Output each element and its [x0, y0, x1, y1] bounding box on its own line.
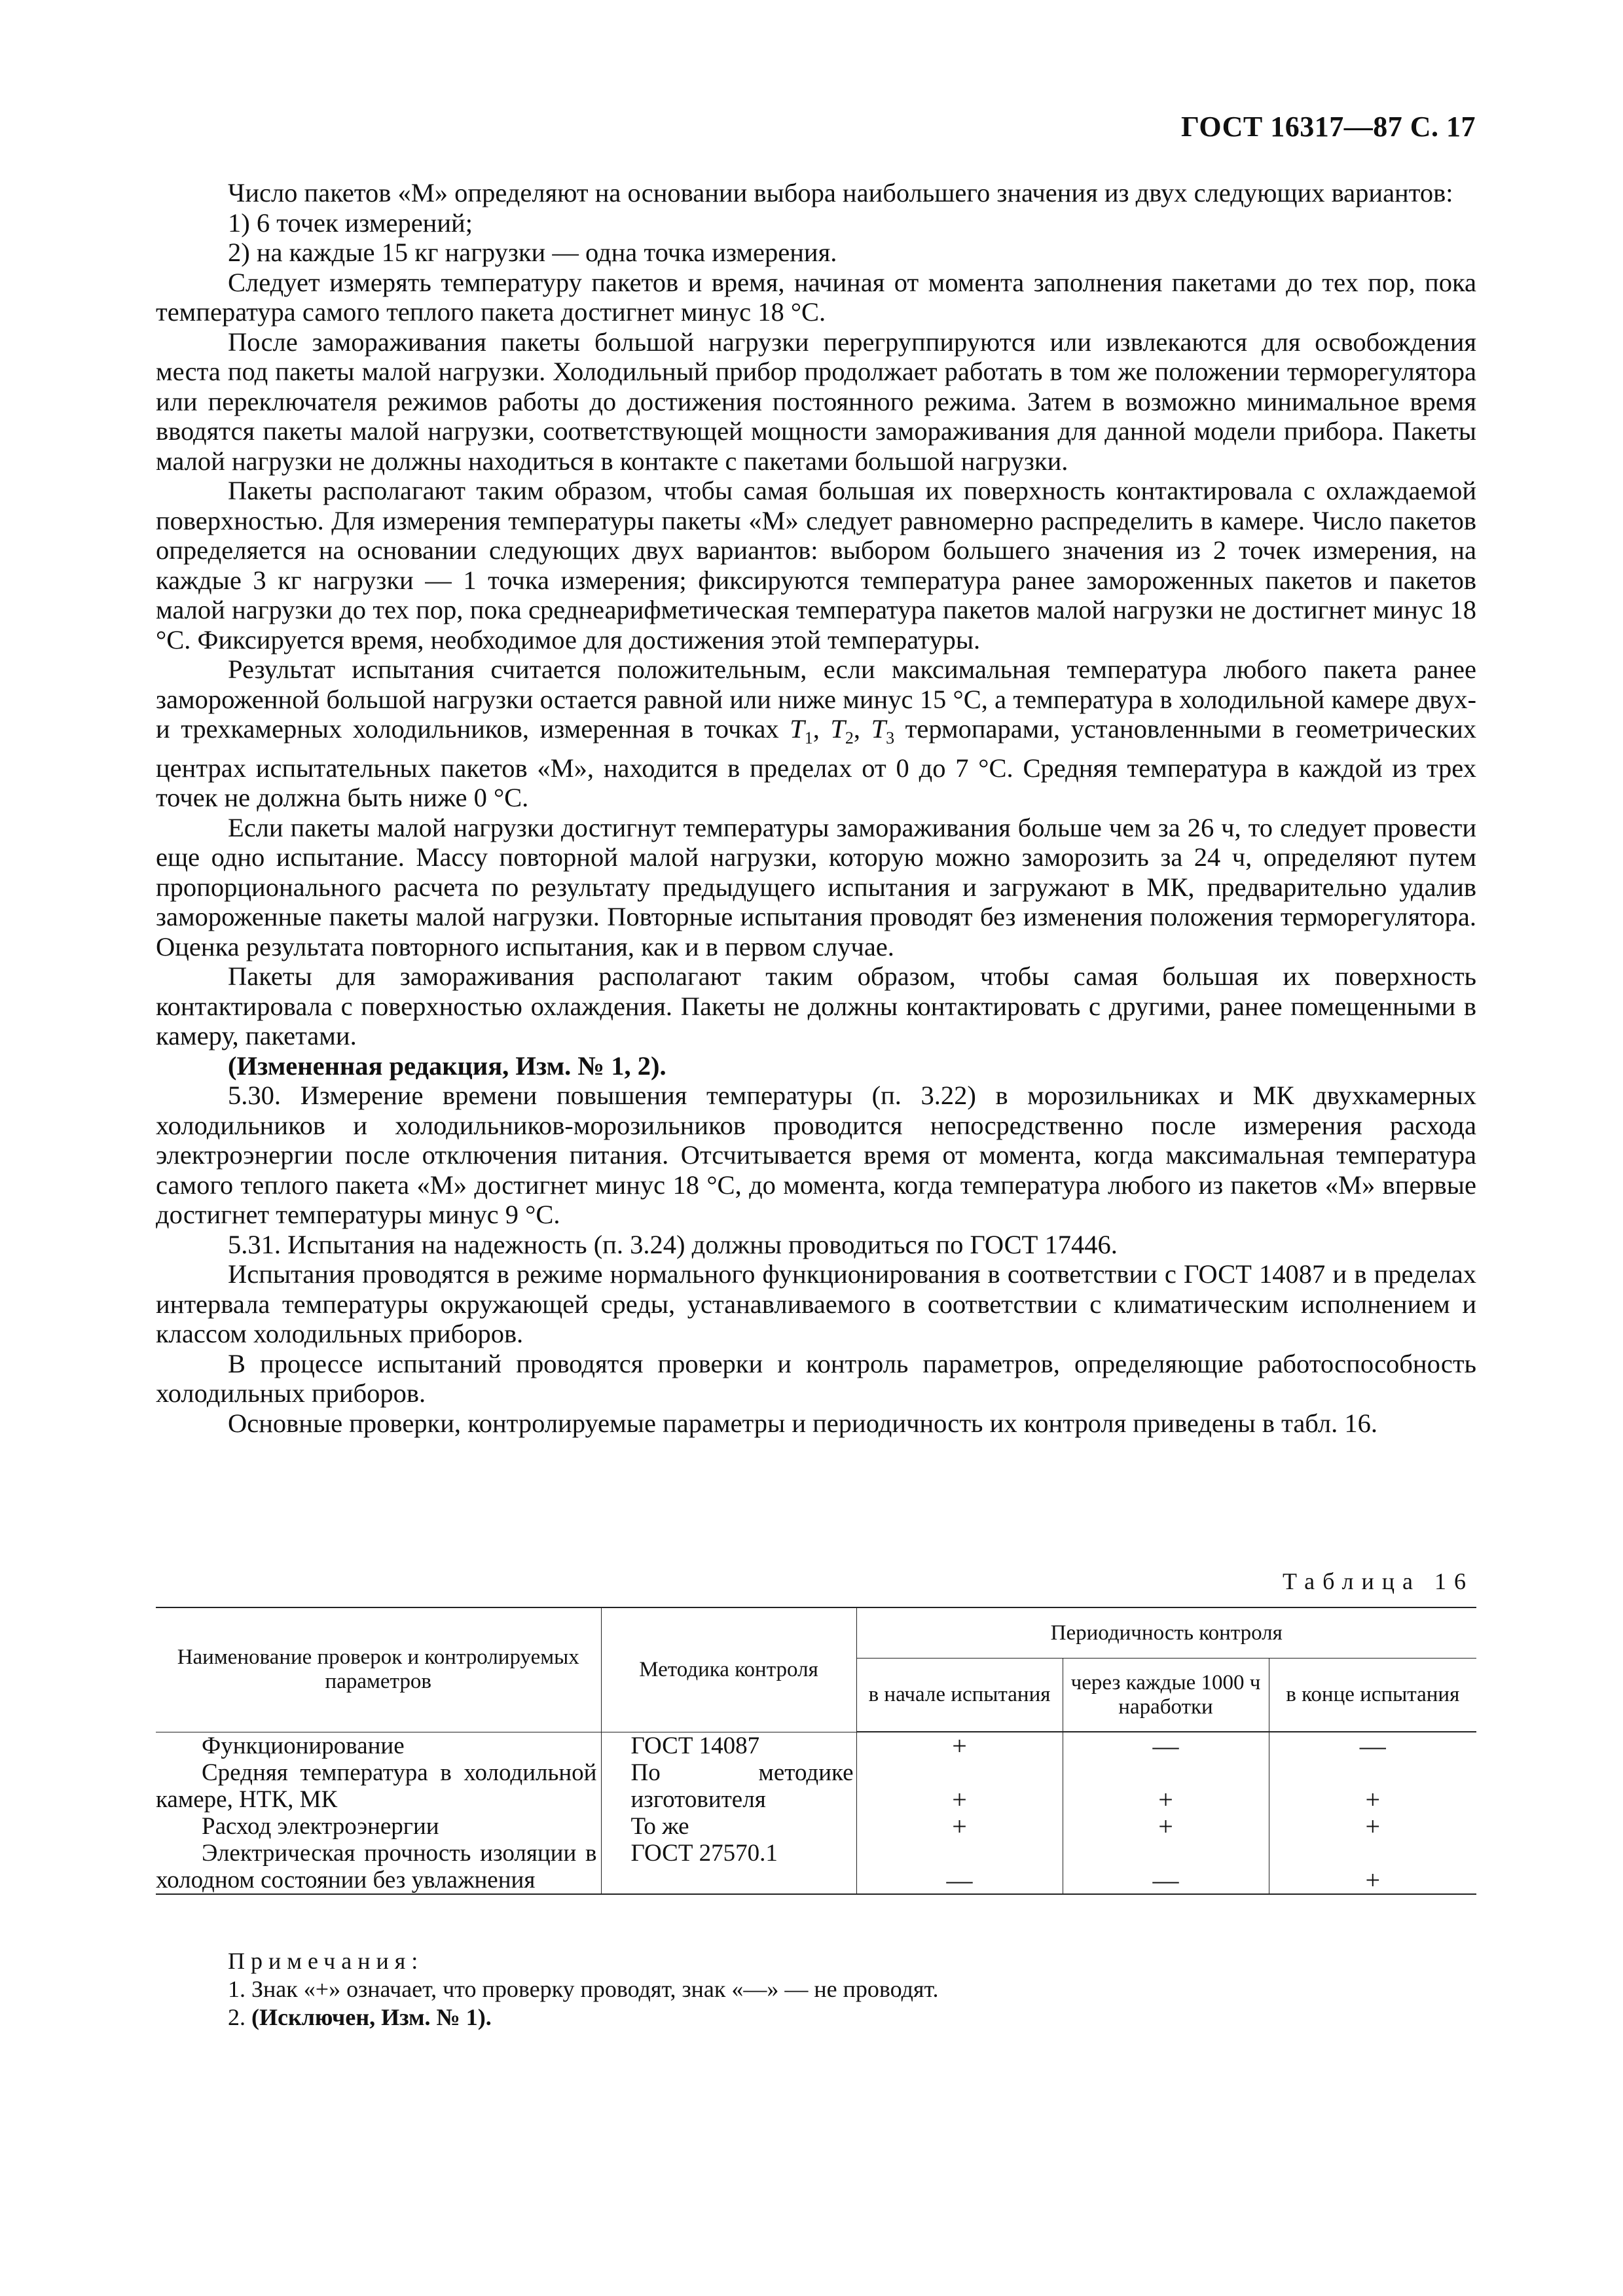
cell-method: То же [601, 1813, 856, 1840]
cell-name: Функционирование [202, 1732, 405, 1759]
cell-start: + [856, 1759, 1063, 1813]
header-start: в начале испытания [856, 1659, 1063, 1732]
header-name: Наименование проверок и контролируемых параметров [156, 1607, 601, 1732]
paragraph: 5.30. Измерение времени повышения температуры (п. 3.22) в морозильниках и МК двухкамерных холодильников и холодильников-морозильников проводится непосредственно после измерения расхода электроэнергии после отключения питания. Отсчитывается время от момента, когда максимальная температура самого теплого пакета «М» достигнет минус 18 °С, до момента, когда температура любого из пакетов «М» впервые достигнет температуры минус 9 °С. [156, 1081, 1476, 1230]
cell-name: Расход электроэнергии [202, 1813, 439, 1840]
cell-name: Электрическая прочность изоляции в холодном состоянии без увлажнения [156, 1840, 597, 1893]
header-end: в конце испытания [1269, 1659, 1476, 1732]
paragraph: Число пакетов «М» определяют на основании выбора наибольшего значения из двух следующих вариантов: [228, 178, 1453, 207]
cell-end: + [1269, 1840, 1476, 1894]
cell-every: + [1063, 1759, 1269, 1813]
header-every: через каждые 1000 ч наработки [1063, 1659, 1269, 1732]
page-header: ГОСТ 16317—87 С. 17 [1180, 111, 1476, 143]
notes-title: Примечания: [228, 1948, 424, 1974]
table-notes [156, 1947, 1476, 2032]
paragraph: Пакеты располагают таким образом, чтобы самая большая их поверхность контактировала с охлаждаемой поверхностью. Для измерения температуры пакеты «М» следует равномерно распределить в камере. Число пакетов определяется на основании следующих двух вариантов: выбором большего значения из 2 точек измерения, на каждые 3 кг нагрузки — 1 точка измерения; фиксируются температура ранее замороженных пакетов и пакетов малой нагрузки до тех пор, пока среднеарифметическая температура пакетов малой нагрузки не достигнет минус 18 °С. Фиксируется время, необходимое для достижения этой температуры. [156, 476, 1476, 655]
table-caption: Таблица 16 [1283, 1568, 1474, 1594]
note-number: 2. [228, 2004, 251, 2030]
paragraph-with-subscripts: Результат испытания считается положительным, если максимальная температура любого пакета ранее замороженной большой нагрузки остается равной или ниже минус 15 °С, а температура в холодильной камере двух- и трехкамерных холодильников, измеренная в точках $T_1$, $T_2$, $T_3$ термопарами, установленными в геометрических центрах испытательных пакетов «М», находится в пределах от 0 до 7 °С. Средняя температура в каждой из трех точек не должна быть ниже 0 °С. [156, 655, 1476, 813]
table-row [156, 1759, 1476, 1813]
header-method: Методика контроля [601, 1607, 856, 1732]
table-row [156, 1813, 1476, 1840]
paragraph: Испытания проводятся в режиме нормального функционирования в соответствии с ГОСТ 14087 и в пределах интервала температуры окружающей среды, устанавливаемого в соответствии с климатическим исполнением и классом холодильных приборов. [156, 1259, 1476, 1349]
header-period: Периодичность контроля [856, 1607, 1476, 1659]
cell-end: + [1269, 1813, 1476, 1840]
paragraph: Если пакеты малой нагрузки достигнут температуры замораживания больше чем за 26 ч, то следует провести еще одно испытание. Массу повторной малой нагрузки, которую можно заморозить за 24 ч, определяют путем пропорционального расчета по результату предыдущего испытания и загружают в МК, предварительно удалив замороженные пакеты малой нагрузки. Повторные испытания проводят без изменения положения терморегулятора. Оценка результата повторного испытания, как и в первом случае. [156, 812, 1476, 961]
cell-every: + [1063, 1813, 1269, 1840]
cell-every: — [1063, 1732, 1269, 1759]
cell-start: + [856, 1732, 1063, 1759]
cell-end: — [1269, 1732, 1476, 1759]
cell-end: + [1269, 1759, 1476, 1813]
table-row [156, 1840, 1476, 1894]
document-body [156, 178, 1476, 1438]
note-item [156, 2003, 1476, 2032]
cell-method: ГОСТ 14087 [601, 1732, 856, 1759]
note-excluded: (Исключен, Изм. № 1). [251, 2004, 492, 2030]
paragraph: Основные проверки, контролируемые параметры и периодичность их контроля приведены в табл. 16. [228, 1408, 1377, 1438]
cell-name: Средняя температура в холодильной камере, НТК, МК [156, 1759, 597, 1813]
note-item: 1. Знак «+» означает, что проверку проводят, знак «—» — не проводят. [228, 1976, 939, 2002]
paragraph: 5.31. Испытания на надежность (п. 3.24) должны проводиться по ГОСТ 17446. [228, 1229, 1118, 1259]
list-item: 1) 6 точек измерений; [228, 207, 473, 238]
paragraph: Пакеты для замораживания располагают таким образом, чтобы самая большая их поверхность контактировала с поверхностью охлаждения. Пакеты не должны контактировать с другими, ранее помещенными в камеру, пакетами. [156, 961, 1476, 1051]
paragraph: Следует измерять температуру пакетов и время, начиная от момента заполнения пакетами до тех пор, пока температура самого теплого пакета достигнет минус 18 °С. [156, 267, 1476, 327]
paragraph: После замораживания пакеты большой нагрузки перегруппируются или извлекаются для освобождения места под пакеты малой нагрузки. Холодильный прибор продолжает работать в том же положении терморегулятора или переключателя режимов работы до достижения постоянного режима. Затем в возможно минимальное время вводятся пакеты малой нагрузки, соответствующей мощности замораживания для данной модели прибора. Пакеты малой нагрузки не должны находиться в контакте с пакетами большой нагрузки. [156, 327, 1476, 476]
paragraph: В процессе испытаний проводятся проверки и контроль параметров, определяющие работоспособность холодильных приборов. [156, 1348, 1476, 1408]
table-row [156, 1732, 1476, 1759]
cell-method: По методике изготовителя [601, 1759, 856, 1813]
list-item: 2) на каждые 15 кг нагрузки — одна точка измерения. [228, 238, 837, 267]
cell-method: ГОСТ 27570.1 [601, 1840, 856, 1894]
amendment-note: (Измененная редакция, Изм. № 1, 2). [228, 1050, 666, 1081]
cell-start: + [856, 1813, 1063, 1840]
table-16 [156, 1607, 1476, 1895]
cell-start: — [856, 1840, 1063, 1894]
cell-every: — [1063, 1840, 1269, 1894]
